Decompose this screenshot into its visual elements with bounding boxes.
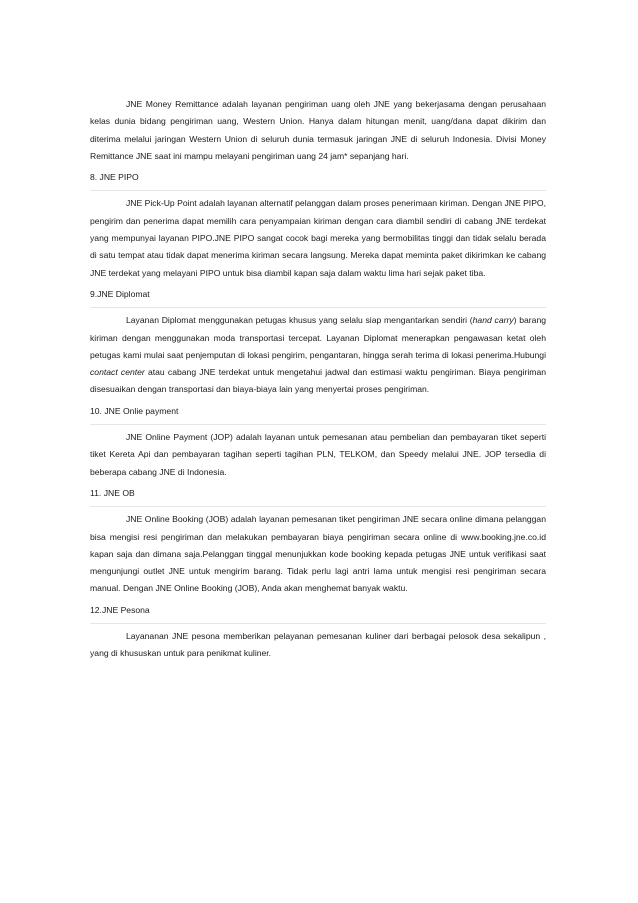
paragraph-text: atau cabang JNE terdekat untuk mengetahui jadwal dan estimasi waktu pengiriman. Biaya pengiriman disesuaikan dengan transportasi dan biaya-biaya lain yang menyertai proses pengiriman. bbox=[90, 367, 547, 395]
italic-term-hand-carry: hand carry bbox=[472, 315, 514, 326]
heading-jne-pipo: 8. JNE PIPO bbox=[90, 172, 139, 183]
divider bbox=[90, 623, 546, 624]
paragraph-jne-diplomat bbox=[90, 312, 546, 398]
divider bbox=[90, 307, 546, 308]
paragraph-jne-pesona: Layananan JNE pesona memberikan pelayanan pemesanan kuliner dari berbagai pelosok desa sekalipun , yang di khususkan untuk para penikmat kuliner. bbox=[90, 631, 546, 659]
paragraph-text: Layanan Diplomat menggunakan petugas khusus yang selalu siap mengantarkan sendiri ( bbox=[126, 315, 473, 326]
paragraph-jne-online-payment: JNE Online Payment (JOP) adalah layanan untuk pemesanan atau pembelian dan pembayaran tiket seperti tiket Kereta Api dan pembayaran tagihan seperti tagihan PLN, TELKOM, dan Speedy melalui JNE. JOP tersedia di beberapa cabang JNE di Indonesia. bbox=[90, 432, 546, 477]
paragraph-jne-pipo: JNE Pick-Up Point adalah layanan alternatif pelanggan dalam proses penerimaan kiriman. Dengan JNE PIPO, pengirim dan penerima dapat memilih cara penyampaian kiriman dengan cara diambil sendiri di cabang JNE terdekat yang mempunyai layanan PIPO.JNE PIPO sangat cocok bagi mereka yang bermobilitas tinggi dan tidak selalu berada di satu tempat atau tidak dapat menerima kiriman secara langsung. Mereka dapat meminta paket dikirimkan ke cabang JNE terdekat yang melayani PIPO untuk bisa diambil kapan saja dalam waktu lima hari sejak paket tiba. bbox=[90, 198, 546, 278]
divider bbox=[90, 424, 546, 425]
italic-term-contact-center: contact center bbox=[90, 367, 145, 378]
paragraph-money-remittance: JNE Money Remittance adalah layanan pengiriman uang oleh JNE yang bekerjasama dengan perusahaan kelas dunia bidang pengiriman uang, Western Union. Hanya dalam hitungan menit, uang/dana dapat dikirim dan diterima melalui jaringan Western Union di seluruh dunia termasuk jaringan JNE di seluruh Indonesia. Divisi Money Remittance JNE saat ini mampu melayani pengiriman uang 24 jam* sepanjang hari. bbox=[90, 99, 546, 161]
divider bbox=[90, 190, 546, 191]
heading-jne-diplomat: 9.JNE Diplomat bbox=[90, 288, 150, 299]
paragraph-jne-online-booking: JNE Online Booking (JOB) adalah layanan pemesanan tiket pengiriman JNE secara online dimana pelanggan bisa mengisi resi pengiriman dan melakukan pembayaran biaya pengiriman secara online di www.booking.jne.co.id kapan saja dan dimana saja.Pelanggan tinggal menunjukkan kode booking kepada petugas JNE untuk verifikasi saat mengunjungi outlet JNE untuk mengirim barang. Tidak perlu lagi antri lama untuk mengisi resi pengiriman secara manual. Dengan JNE Online Booking (JOB), Anda akan menghemat banyak waktu. bbox=[90, 514, 546, 594]
heading-jne-ob: 11. JNE OB bbox=[90, 487, 135, 498]
paragraph-text: ) barang kiriman dengan menggunakan moda transportasi tercepat. Layanan Diplomat menerapkan pengawasan ketat oleh petugas kami mulai saat penjemputan di lokasi pengirim, pengantaran, hingga serah terima di lokasi penerima.Hubungi bbox=[90, 315, 546, 360]
document-page bbox=[90, 96, 546, 663]
divider bbox=[90, 506, 546, 507]
heading-jne-pesona: 12.JNE Pesona bbox=[90, 604, 150, 615]
heading-jne-online-payment: 10. JNE Onlie payment bbox=[90, 405, 179, 416]
